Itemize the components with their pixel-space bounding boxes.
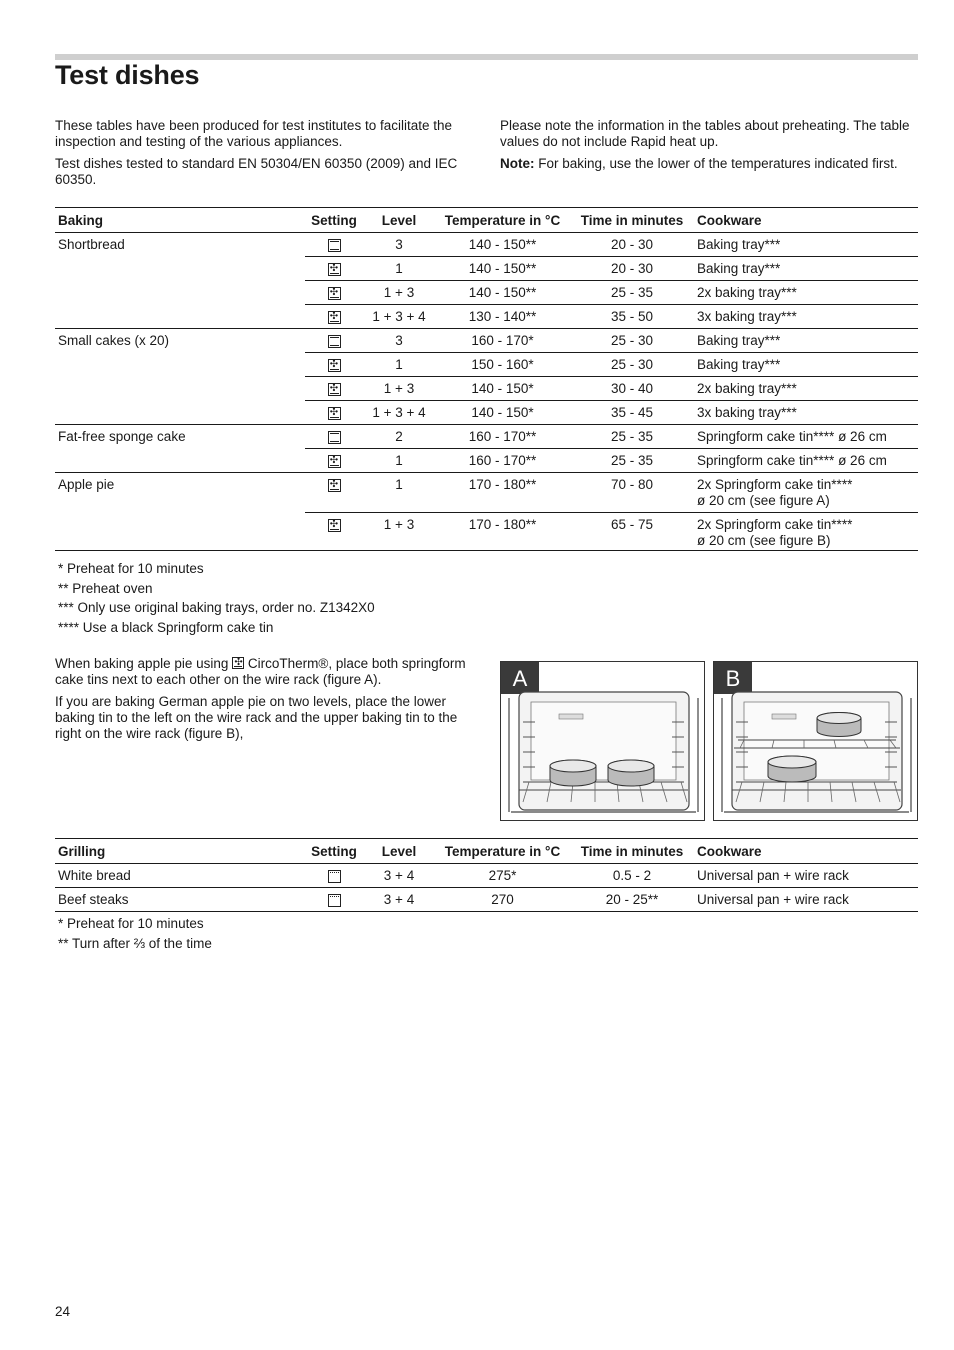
temperature-cell: 140 - 150** xyxy=(435,233,570,257)
cookware-cell: 3x baking tray*** xyxy=(694,401,918,425)
level-cell: 1 + 3 xyxy=(363,513,435,551)
level-cell: 1 xyxy=(363,473,435,513)
table-header-row xyxy=(55,839,918,864)
table-row xyxy=(55,864,918,888)
column-header: Time in minutes xyxy=(570,208,694,233)
table-row xyxy=(55,473,918,513)
table-row xyxy=(55,425,918,449)
temperature-cell: 170 - 180** xyxy=(435,513,570,551)
time-cell: 70 - 80 xyxy=(570,473,694,513)
level-cell: 3 + 4 xyxy=(363,864,435,888)
top-bottom-heat-icon xyxy=(328,335,341,348)
instruction-text: When baking apple pie using xyxy=(55,656,233,671)
baking-footnotes xyxy=(58,559,375,637)
top-bottom-heat-icon xyxy=(328,431,341,444)
temperature-cell: 130 - 140** xyxy=(435,305,570,329)
table-row xyxy=(55,888,918,912)
grilling-table xyxy=(55,838,918,912)
instruction-paragraph xyxy=(55,656,475,688)
time-cell: 25 - 30 xyxy=(570,353,694,377)
level-cell: 1 xyxy=(363,449,435,473)
column-header: Temperature in °C xyxy=(435,208,570,233)
dish-cell: White bread xyxy=(55,864,305,888)
note-paragraph xyxy=(500,156,918,172)
time-cell: 25 - 35 xyxy=(570,449,694,473)
column-header: Baking xyxy=(55,208,305,233)
level-cell: 1 + 3 + 4 xyxy=(363,305,435,329)
level-cell: 1 xyxy=(363,257,435,281)
column-header: Level xyxy=(363,839,435,864)
time-cell: 20 - 30 xyxy=(570,257,694,281)
level-cell: 1 + 3 + 4 xyxy=(363,401,435,425)
time-cell: 35 - 45 xyxy=(570,401,694,425)
grilling-footnotes xyxy=(58,914,212,953)
intro-left xyxy=(55,118,475,194)
figure-label: B xyxy=(725,666,741,691)
temperature-cell: 160 - 170** xyxy=(435,449,570,473)
cookware-cell xyxy=(694,513,918,551)
cookware-cell: 2x baking tray*** xyxy=(694,377,918,401)
note-label: Note: xyxy=(500,156,535,171)
temperature-cell: 170 - 180** xyxy=(435,473,570,513)
time-cell: 25 - 35 xyxy=(570,425,694,449)
footnote: ** Turn after ⅔ of the time xyxy=(58,935,212,951)
temperature-cell: 270 xyxy=(435,888,570,912)
column-header: Temperature in °C xyxy=(435,839,570,864)
table-header-row xyxy=(55,208,918,233)
level-cell: 2 xyxy=(363,425,435,449)
page-title: Test dishes xyxy=(55,60,200,90)
column-header: Cookware xyxy=(694,839,918,864)
cookware-cell: Springform cake tin**** ø 26 cm xyxy=(694,449,918,473)
dish-cell: Apple pie xyxy=(55,473,305,551)
temperature-cell: 275* xyxy=(435,864,570,888)
cookware-cell: Universal pan + wire rack xyxy=(694,888,918,912)
time-cell: 25 - 30 xyxy=(570,329,694,353)
column-header: Time in minutes xyxy=(570,839,694,864)
column-header: Grilling xyxy=(55,839,305,864)
circotherm-icon xyxy=(328,263,341,276)
time-cell: 20 - 25** xyxy=(570,888,694,912)
cookware-cell: Baking tray*** xyxy=(694,233,918,257)
table-row xyxy=(55,329,918,353)
apple-pie-instructions xyxy=(55,656,475,748)
circotherm-icon xyxy=(328,287,341,300)
time-cell: 0.5 - 2 xyxy=(570,864,694,888)
cookware-cell: Springform cake tin**** ø 26 cm xyxy=(694,425,918,449)
temperature-cell: 150 - 160* xyxy=(435,353,570,377)
dish-cell: Fat-free sponge cake xyxy=(55,425,305,473)
note-text: For baking, use the lower of the temperatures indicated first. xyxy=(534,156,898,171)
oven-illustration-b xyxy=(714,662,918,821)
temperature-cell: 160 - 170** xyxy=(435,425,570,449)
page-number: 24 xyxy=(55,1304,71,1319)
cookware-cell: Baking tray*** xyxy=(694,257,918,281)
figure-label: A xyxy=(512,666,528,691)
footnote: *** Only use original baking trays, order no. Z1342X0 xyxy=(58,600,375,615)
level-cell: 3 xyxy=(363,329,435,353)
intro-paragraph: These tables have been produced for test institutes to facilitate the inspection and testing of the various appliances. xyxy=(55,118,452,149)
baking-table xyxy=(55,207,918,551)
circotherm-icon xyxy=(328,311,341,324)
circotherm-icon xyxy=(328,407,341,420)
full-surface-grill-icon xyxy=(328,870,341,883)
circotherm-icon xyxy=(328,519,341,532)
dish-cell: Small cakes (x 20) xyxy=(55,329,305,425)
time-cell: 30 - 40 xyxy=(570,377,694,401)
temperature-cell: 140 - 150* xyxy=(435,401,570,425)
circotherm-icon xyxy=(328,359,341,372)
cookware-line: 2x Springform cake tin**** xyxy=(697,517,853,532)
level-cell: 3 + 4 xyxy=(363,888,435,912)
intro-right xyxy=(500,118,918,178)
footnote: * Preheat for 10 minutes xyxy=(58,561,204,576)
column-header: Cookware xyxy=(694,208,918,233)
intro-paragraph: Test dishes tested to standard EN 50304/EN 60350 (2009) and IEC 60350. xyxy=(55,156,458,187)
level-cell: 1 + 3 xyxy=(363,281,435,305)
intro-paragraph: Please note the information in the tables about preheating. The table values do not include Rapid heat up. xyxy=(500,118,910,149)
cookware-cell xyxy=(694,473,918,513)
cookware-line: 2x Springform cake tin**** xyxy=(697,477,853,492)
circotherm-icon xyxy=(328,479,341,492)
instruction-text: CircoTherm®, place both springform cake tins next to each other on the wire rack (figure A). xyxy=(55,656,466,687)
dish-cell: Shortbread xyxy=(55,233,305,329)
footnote: ** Preheat oven xyxy=(58,580,153,596)
footnote: * Preheat for 10 minutes xyxy=(58,916,204,931)
time-cell: 35 - 50 xyxy=(570,305,694,329)
time-cell: 65 - 75 xyxy=(570,513,694,551)
temperature-cell: 160 - 170* xyxy=(435,329,570,353)
dish-cell: Beef steaks xyxy=(55,888,305,912)
cookware-line: ø 20 cm (see figure B) xyxy=(697,533,831,548)
cookware-cell: Baking tray*** xyxy=(694,329,918,353)
cookware-cell: Baking tray*** xyxy=(694,353,918,377)
top-bottom-heat-icon xyxy=(328,239,341,252)
oven-illustration-a xyxy=(501,662,705,821)
column-header: Level xyxy=(363,208,435,233)
level-cell: 1 + 3 xyxy=(363,377,435,401)
cookware-cell: Universal pan + wire rack xyxy=(694,864,918,888)
level-cell: 1 xyxy=(363,353,435,377)
instruction-paragraph: If you are baking German apple pie on two levels, place the lower baking tin to the left on the wire rack and the upper baking tin to the right on the wire rack (figure B), xyxy=(55,694,458,741)
temperature-cell: 140 - 150** xyxy=(435,257,570,281)
time-cell: 25 - 35 xyxy=(570,281,694,305)
full-surface-grill-icon xyxy=(328,894,341,907)
column-header: Setting xyxy=(305,839,363,864)
time-cell: 20 - 30 xyxy=(570,233,694,257)
temperature-cell: 140 - 150** xyxy=(435,281,570,305)
circotherm-icon xyxy=(328,383,341,396)
cookware-cell: 3x baking tray*** xyxy=(694,305,918,329)
figure-b xyxy=(713,661,918,821)
cookware-cell: 2x baking tray*** xyxy=(694,281,918,305)
figure-a xyxy=(500,661,705,821)
footnote: **** Use a black Springform cake tin xyxy=(58,619,274,635)
circotherm-icon xyxy=(328,455,341,468)
temperature-cell: 140 - 150* xyxy=(435,377,570,401)
circotherm-icon xyxy=(232,657,244,669)
column-header: Setting xyxy=(305,208,363,233)
level-cell: 3 xyxy=(363,233,435,257)
table-row xyxy=(55,233,918,257)
cookware-line: ø 20 cm (see figure A) xyxy=(697,493,830,508)
